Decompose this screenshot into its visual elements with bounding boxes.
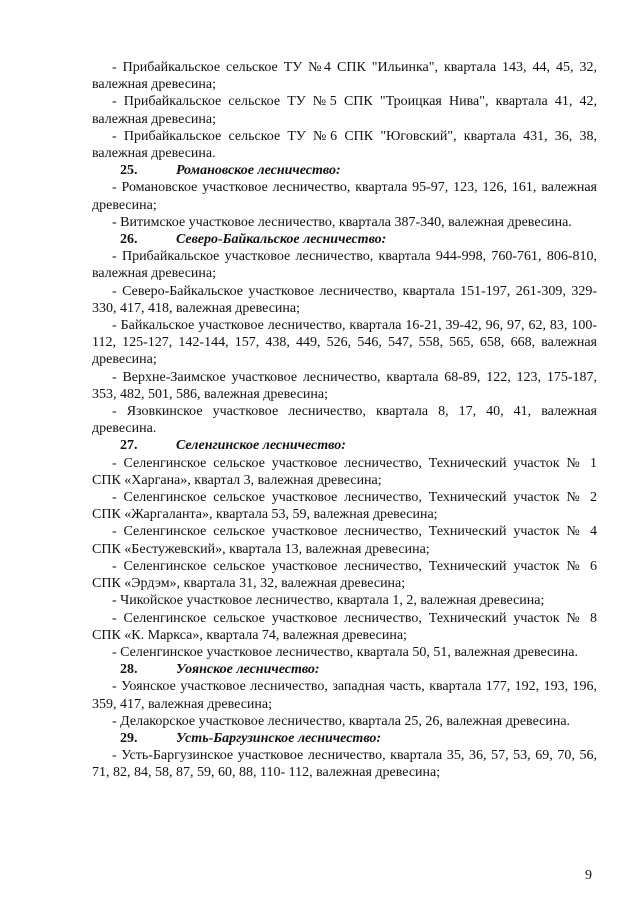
list-item: - Селенгинское сельское участковое лесничество, Технический участок № 8 СПК «К. Маркса», квартала 74, валежная древесина; (92, 610, 597, 643)
list-item: - Прибайкальское сельское ТУ №6 СПК "Юговский", квартала 431, 36, 38, валежная древесина. (92, 128, 597, 162)
section-number: 26. (120, 232, 138, 248)
section-heading (92, 437, 597, 454)
section-number: 25. (120, 163, 138, 179)
section-title: Романовское лесничество: (176, 163, 341, 179)
list-item: - Селенгинское сельское участковое лесничество, Технический участок № 6 СПК «Эрдэм», квартала 31, 32, валежная древесина; (92, 558, 597, 592)
section-heading (92, 162, 597, 179)
document-body (92, 59, 597, 782)
section-title: Усть-Баргузинское лесничество: (176, 730, 382, 746)
list-item: - Уоянское участковое лесничество, западная часть, квартала 177, 192, 193, 196, 359, 417, валежная древесина; (92, 679, 597, 712)
list-item: - Романовское участковое лесничество, квартала 95-97, 123, 126, 161, валежная древесина; (92, 180, 597, 213)
list-item: - Верхне-Заимское участковое лесничество, квартала 68-89, 122, 123, 175-187, 353, 482, 501, 586, валежная древесина; (92, 369, 597, 402)
list-item: - Северо-Байкальское участковое лесничество, квартала 151-197, 261-309, 329-330, 417, 418, валежная древесина; (92, 283, 597, 316)
section-number: 29. (120, 730, 138, 746)
list-item: - Витимское участковое лесничество, квартала 387-340, валежная древесина. (112, 214, 572, 230)
section-title: Северо-Байкальское лесничество: (176, 232, 387, 248)
list-item: - Прибайкальское участковое лесничество, квартала 944-998, 760-761, 806-810, валежная древесина; (92, 249, 597, 282)
list-item: - Язовкинское участковое лесничество, квартала 8, 17, 40, 41, валежная древесина. (92, 404, 597, 437)
list-item: - Усть-Баргузинское участковое лесничество, квартала 35, 36, 57, 53, 69, 70, 56, 71, 82, 84, 58, 87, 59, 60, 88, 110- 112, валежная древесина; (92, 748, 597, 781)
list-item: - Прибайкальское сельское ТУ №5 СПК "Троицкая Нива", квартала 41, 42, валежная древесина; (92, 94, 597, 127)
list-item: - Селенгинское сельское участковое лесничество, Технический участок № 2 СПК «Жаргаланта», квартала 53, 59, валежная древесина; (92, 490, 597, 523)
section-title: Селенгинское лесничество: (176, 438, 346, 454)
list-item: - Делакорское участковое лесничество, квартала 25, 26, валежная древесина. (112, 713, 571, 729)
section-title: Уоянское лесничество: (176, 662, 320, 678)
list-item: - Селенгинское сельское участковое лесничество, Технический участок № 4 СПК «Бестужевский», квартала 13, валежная древесина; (92, 524, 597, 557)
list-item: - Байкальское участковое лесничество, квартала 16-21, 39-42, 96, 97, 62, 83, 100-112, 125-127, 142-144, 157, 438, 449, 526, 546, 547, 558, 565, 658, 668, валежная древесина; (92, 318, 597, 368)
section-number: 27. (120, 438, 138, 454)
list-item: - Прибайкальское сельское ТУ №4 СПК "Ильинка", квартала 143, 44, 45, 32, валежная древесина; (92, 60, 597, 93)
section-heading (92, 661, 597, 678)
section-heading (92, 231, 597, 248)
list-item: - Чикойское участковое лесничество, квартала 1, 2, валежная древесина; (112, 593, 545, 609)
section-heading (92, 730, 597, 747)
section-number: 28. (120, 662, 138, 678)
list-item: - Селенгинское участковое лесничество, квартала 50, 51, валежная древесина. (112, 644, 578, 660)
page-number: 9 (585, 868, 592, 883)
list-item: - Селенгинское сельское участковое лесничество, Технический участок № 1 СПК «Харгана», квартал 3, валежная древесина; (92, 455, 597, 488)
